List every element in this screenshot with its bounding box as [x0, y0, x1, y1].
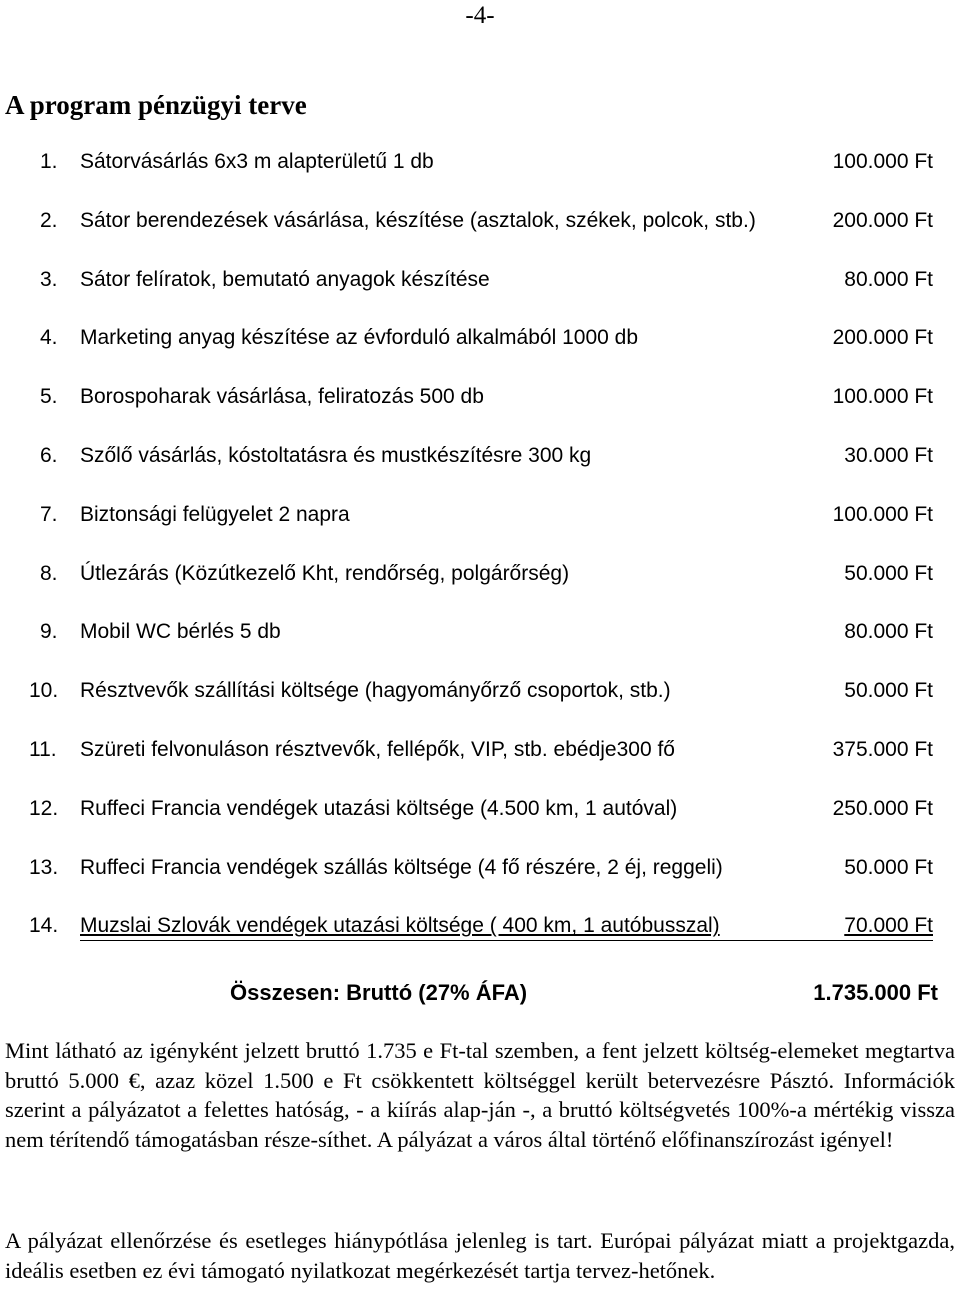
item-description: Sátorvásárlás 6x3 m alapterületű 1 db	[80, 150, 434, 173]
item-number: 7.	[40, 502, 58, 526]
item-description: Marketing anyag készítése az évforduló alkalmából 1000 db	[80, 326, 638, 350]
item-description: Útlezárás (Közútkezelő Kht, rendőrség, polgárőrség)	[80, 561, 570, 585]
paragraph-status: A pályázat ellenőrzése és esetleges hiánypótlása jelenleg is tart. Európai pályázat miatt a projektgazda, ideális esetben ez évi támogató nyilatkozat megérkezését tartja tervez-hetőnek.	[5, 1228, 955, 1283]
total-label: Összesen: Bruttó (27% ÁFA)	[230, 980, 528, 1005]
item-description: Sátor berendezések vásárlása, készítése (asztalok, székek, polcok, stb.)	[80, 208, 756, 232]
list-item	[0, 385, 960, 419]
item-number: 12.	[29, 796, 59, 820]
list-item	[0, 856, 960, 890]
item-amount: 50.000 Ft	[844, 561, 933, 585]
item-description: Résztvevők szállítási költsége (hagyományőrző csoportok, stb.)	[80, 679, 671, 703]
item-description: Borospoharak vásárlása, feliratozás 500 db	[80, 385, 484, 409]
list-item	[0, 914, 960, 948]
item-amount: 80.000 Ft	[844, 620, 933, 644]
item-amount: 50.000 Ft	[844, 855, 933, 879]
list-item	[0, 503, 960, 537]
list-item	[0, 738, 960, 772]
item-description: Szüreti felvonuláson résztvevők, fellépők, VIP, stb. ebédje300 fő	[80, 738, 675, 761]
item-amount: 30.000 Ft	[844, 444, 933, 467]
list-item	[0, 620, 960, 654]
list-item	[0, 150, 960, 184]
item-number: 5.	[40, 385, 58, 409]
total-row	[0, 980, 960, 1014]
list-item	[0, 209, 960, 243]
item-amount: 200.000 Ft	[832, 326, 933, 350]
item-amount: 70.000 Ft	[844, 914, 933, 938]
item-number: 3.	[40, 267, 58, 291]
item-amount: 100.000 Ft	[832, 385, 933, 409]
item-number: 9.	[40, 620, 58, 644]
item-amount: 375.000 Ft	[832, 738, 933, 761]
item-description: Muzslai Szlovák vendégek utazási költsége ( 400 km, 1 autóbusszal)	[80, 914, 720, 938]
item-description: Szőlő vásárlás, kóstoltatásra és mustkészítésre 300 kg	[80, 444, 592, 467]
item-description: Ruffeci Francia vendégek szállás költsége (4 fő részére, 2 éj, reggeli)	[80, 855, 723, 879]
underline-divider	[80, 940, 933, 941]
list-item	[0, 562, 960, 596]
item-number: 8.	[40, 561, 58, 585]
item-description: Ruffeci Francia vendégek utazási költsége (4.500 km, 1 autóval)	[80, 796, 678, 820]
page-number: -4-	[465, 2, 495, 29]
item-amount: 50.000 Ft	[844, 679, 933, 703]
total-amount: 1.735.000 Ft	[813, 980, 938, 1005]
item-amount: 100.000 Ft	[832, 502, 933, 526]
item-number: 2.	[40, 208, 58, 232]
list-item	[0, 797, 960, 831]
item-amount: 200.000 Ft	[832, 208, 933, 232]
item-amount: 250.000 Ft	[832, 796, 933, 820]
item-description: Mobil WC bérlés 5 db	[80, 620, 281, 644]
section-heading: A program pénzügyi terve	[5, 90, 307, 120]
item-number: 11.	[29, 738, 57, 761]
item-amount: 80.000 Ft	[844, 267, 933, 291]
list-item	[0, 444, 960, 478]
paragraph-summary: Mint látható az igényként jelzett bruttó 1.735 e Ft-tal szemben, a fent jelzett költség-elemeket megtartva bruttó 5.000 €, azaz közel 1.500 e Ft csökkentett költséggel került betervezésre Pásztó. Információk szerint a pályázatot a felettes hatóság, - a kiírás alap-ján -, a bruttó költségvetés 100%-a mértékig vissza nem térítendő támogatásban része-síthet. A pályázat a város által történő előfinanszírozást igényel!	[5, 1038, 955, 1152]
item-description: Sátor felíratok, bemutató anyagok készítése	[80, 267, 490, 291]
item-number: 6.	[40, 444, 58, 467]
item-number: 13.	[29, 855, 59, 879]
item-amount: 100.000 Ft	[832, 150, 933, 173]
item-number: 1.	[40, 150, 58, 173]
item-number: 4.	[40, 326, 58, 350]
list-item	[0, 326, 960, 360]
item-number: 10.	[29, 679, 59, 703]
item-description: Biztonsági felügyelet 2 napra	[80, 502, 350, 526]
list-item	[0, 268, 960, 302]
item-number: 14.	[29, 914, 59, 938]
list-item	[0, 679, 960, 713]
